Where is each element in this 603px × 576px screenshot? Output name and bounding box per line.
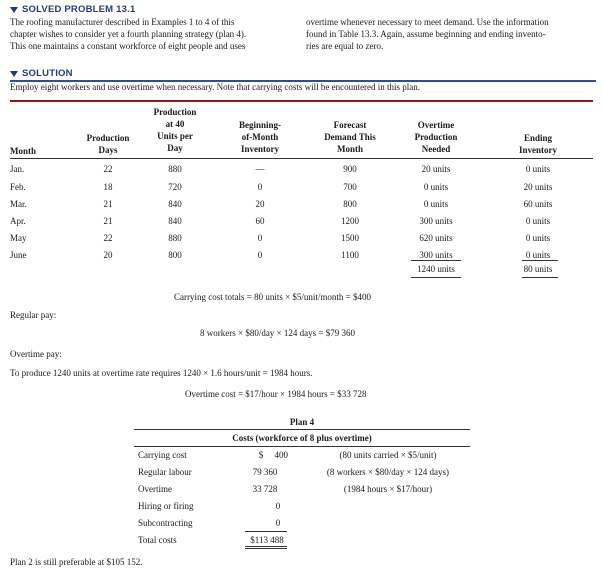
plan-row-note: (8 workers × $80/day × 124 days) xyxy=(326,467,450,477)
overtime-pay-label: Overtime pay: xyxy=(10,349,62,359)
cell-overtime: 20 units xyxy=(421,164,451,174)
header-line: at 40 xyxy=(165,119,185,129)
cell-days: 22 xyxy=(103,233,113,243)
plan-row-label: Overtime xyxy=(138,484,172,494)
cell-ending: 60 units xyxy=(523,199,553,209)
col-header-begin-inv xyxy=(224,119,296,155)
cell-month: May xyxy=(10,233,27,243)
overtime-hours-equation: To produce 1240 units at overtime rate requires 1240 × 1.6 hours/unit = 1984 hours. xyxy=(10,368,313,378)
cell-units: 840 xyxy=(168,216,182,226)
plan-header-rule xyxy=(134,446,470,447)
plan-row-label: Hiring or firing xyxy=(138,501,194,511)
overtime-sum-rule xyxy=(411,260,461,261)
plan-row xyxy=(138,449,478,466)
plan-row xyxy=(138,517,478,534)
col-header-ending xyxy=(506,132,570,156)
cell-overtime: 620 units xyxy=(419,233,453,243)
header-line: Month xyxy=(10,146,37,156)
cell-ending: 0 units xyxy=(525,233,551,243)
cell-begin: — xyxy=(255,164,265,174)
plan-row-value: $113 488 xyxy=(250,535,284,545)
plan-top-rule xyxy=(134,429,470,430)
plan-total-rule-double xyxy=(245,548,287,549)
cell-days: 21 xyxy=(103,216,113,226)
ending-sum-rule xyxy=(522,260,558,261)
cell-forecast: 900 xyxy=(343,164,357,174)
cell-forecast: 1100 xyxy=(341,250,359,260)
cell-month: June xyxy=(10,250,27,260)
problem-line: chapter wishes to consider yet a fourth planning strategy (plan 4). xyxy=(10,29,247,39)
plan-row-label: Total costs xyxy=(138,535,177,545)
solution-heading-text: SOLUTION xyxy=(22,68,73,79)
cell-overtime: 0 units xyxy=(423,199,449,209)
header-line: Production xyxy=(153,107,197,117)
col-header-overtime xyxy=(400,119,472,155)
cell-ending: 0 units xyxy=(525,250,551,260)
regular-pay-equation: 8 workers × $80/day × 124 days = $79 360 xyxy=(200,328,355,338)
cell-forecast: 800 xyxy=(343,199,357,209)
problem-line: The roofing manufacturer described in Examples 1 to 4 of this xyxy=(10,17,235,27)
problem-line: found in Table 13.3. Again, assume beginning and ending invento- xyxy=(306,29,546,39)
table-row xyxy=(10,181,593,198)
cell-begin: 0 xyxy=(257,250,263,260)
header-line: Beginning- xyxy=(238,120,281,130)
plan-row-value: $ 400 xyxy=(258,450,288,460)
collapse-triangle-icon xyxy=(10,7,18,13)
table-row xyxy=(10,198,593,215)
regular-pay-label: Regular pay: xyxy=(10,310,57,320)
header-line: Production xyxy=(86,133,130,143)
cell-days: 21 xyxy=(103,199,113,209)
cell-ending: 0 units xyxy=(525,164,551,174)
table-body xyxy=(10,163,593,266)
cell-days: 18 xyxy=(103,182,113,192)
total-ending: 80 units xyxy=(523,264,553,274)
cell-days: 22 xyxy=(103,164,113,174)
table-row xyxy=(10,215,593,232)
cell-month: Jan. xyxy=(10,164,25,174)
header-line: Inventory xyxy=(241,144,279,154)
overtime-total-rule xyxy=(411,277,461,278)
problem-line: overtime whenever necessary to meet demand. Use the information xyxy=(306,17,549,27)
cell-days: 20 xyxy=(103,250,113,260)
conclusion-text: Plan 2 is still preferable at $105 152. xyxy=(10,557,143,567)
plan-total-rule xyxy=(245,546,287,547)
problem-heading-text: SOLVED PROBLEM 13.1 xyxy=(22,4,136,15)
plan-row-note: (80 units carried × $5/unit) xyxy=(339,450,437,460)
problem-heading xyxy=(10,4,135,15)
plan-title: Plan 4 xyxy=(289,417,315,427)
col-header-days xyxy=(80,132,136,156)
plan-row xyxy=(138,534,478,551)
table-header-rule xyxy=(10,158,593,159)
overtime-cost-equation: Overtime cost = $17/hour × 1984 hours = $33 728 xyxy=(185,389,367,399)
cell-ending: 20 units xyxy=(523,182,553,192)
header-line: Units per xyxy=(157,131,193,141)
header-line: Demand This xyxy=(324,132,376,142)
cell-units: 720 xyxy=(168,182,182,192)
cell-month: Apr. xyxy=(10,216,26,226)
header-line: of-Month xyxy=(241,132,279,142)
cell-begin: 20 xyxy=(255,199,265,209)
problem-line: ries are equal to zero. xyxy=(306,41,384,51)
cell-units: 880 xyxy=(168,233,182,243)
cell-ending: 0 units xyxy=(525,216,551,226)
solution-intro: Employ eight workers and use overtime when necessary. Note that carrying costs will be encountered in this plan. xyxy=(10,82,421,92)
plan-row-label: Subcontracting xyxy=(138,518,193,528)
plan-row-value: 0 xyxy=(275,501,281,511)
plan-row-label: Carrying cost xyxy=(138,450,187,460)
col-header-forecast xyxy=(310,119,390,155)
header-line: Ending xyxy=(523,133,553,143)
cell-overtime: 300 units xyxy=(419,216,453,226)
header-line: Forecast xyxy=(333,120,367,130)
plan-subtitle: Costs (workforce of 8 plus overtime) xyxy=(232,433,372,443)
plan-row-value: 33 728 xyxy=(252,484,278,494)
problem-line: This one maintains a constant workforce of eight people and uses xyxy=(10,41,246,51)
header-line: Overtime xyxy=(417,120,455,130)
header-line: Day xyxy=(167,143,183,153)
plan-row xyxy=(138,500,478,517)
cell-forecast: 700 xyxy=(343,182,357,192)
plan-body xyxy=(138,449,478,551)
cell-forecast: 1500 xyxy=(341,233,359,243)
cell-begin: 0 xyxy=(257,182,263,192)
col-header-month xyxy=(10,145,50,157)
plan-row-label: Regular labour xyxy=(138,467,192,477)
header-line: Month xyxy=(336,144,363,154)
ending-total-rule xyxy=(522,277,558,278)
plan-row-value: 0 xyxy=(275,518,281,528)
table-row xyxy=(10,232,593,249)
table-row xyxy=(10,163,593,181)
problem-text-col2 xyxy=(306,16,601,52)
total-overtime: 1240 units xyxy=(417,264,455,274)
carrying-cost-equation: Carrying cost totals = 80 units × $5/unit/month = $400 xyxy=(174,292,371,302)
cell-units: 880 xyxy=(168,164,182,174)
plan-sum-rule xyxy=(245,531,287,532)
plan-row xyxy=(138,466,478,483)
cell-month: Feb. xyxy=(10,182,26,192)
plan-row xyxy=(138,483,478,500)
col-header-units xyxy=(144,106,206,154)
cell-forecast: 1200 xyxy=(341,216,359,226)
cell-units: 800 xyxy=(168,250,182,260)
plan-row-value: 79 360 xyxy=(252,467,278,477)
cell-begin: 60 xyxy=(255,216,265,226)
header-line: Needed xyxy=(421,144,451,154)
header-line: Production xyxy=(414,132,458,142)
solution-heading xyxy=(10,68,73,79)
cell-overtime: 0 units xyxy=(423,182,449,192)
cell-units: 840 xyxy=(168,199,182,209)
cell-month: Mar. xyxy=(10,199,27,209)
cell-begin: 0 xyxy=(257,233,263,243)
header-line: Days xyxy=(98,145,118,155)
table-top-rule xyxy=(10,100,593,102)
problem-text-col1 xyxy=(10,16,302,52)
cell-overtime: 300 units xyxy=(419,250,453,260)
collapse-triangle-icon xyxy=(10,71,18,77)
header-line: Inventory xyxy=(519,145,557,155)
plan-row-note: (1984 hours × $17/hour) xyxy=(343,484,433,494)
